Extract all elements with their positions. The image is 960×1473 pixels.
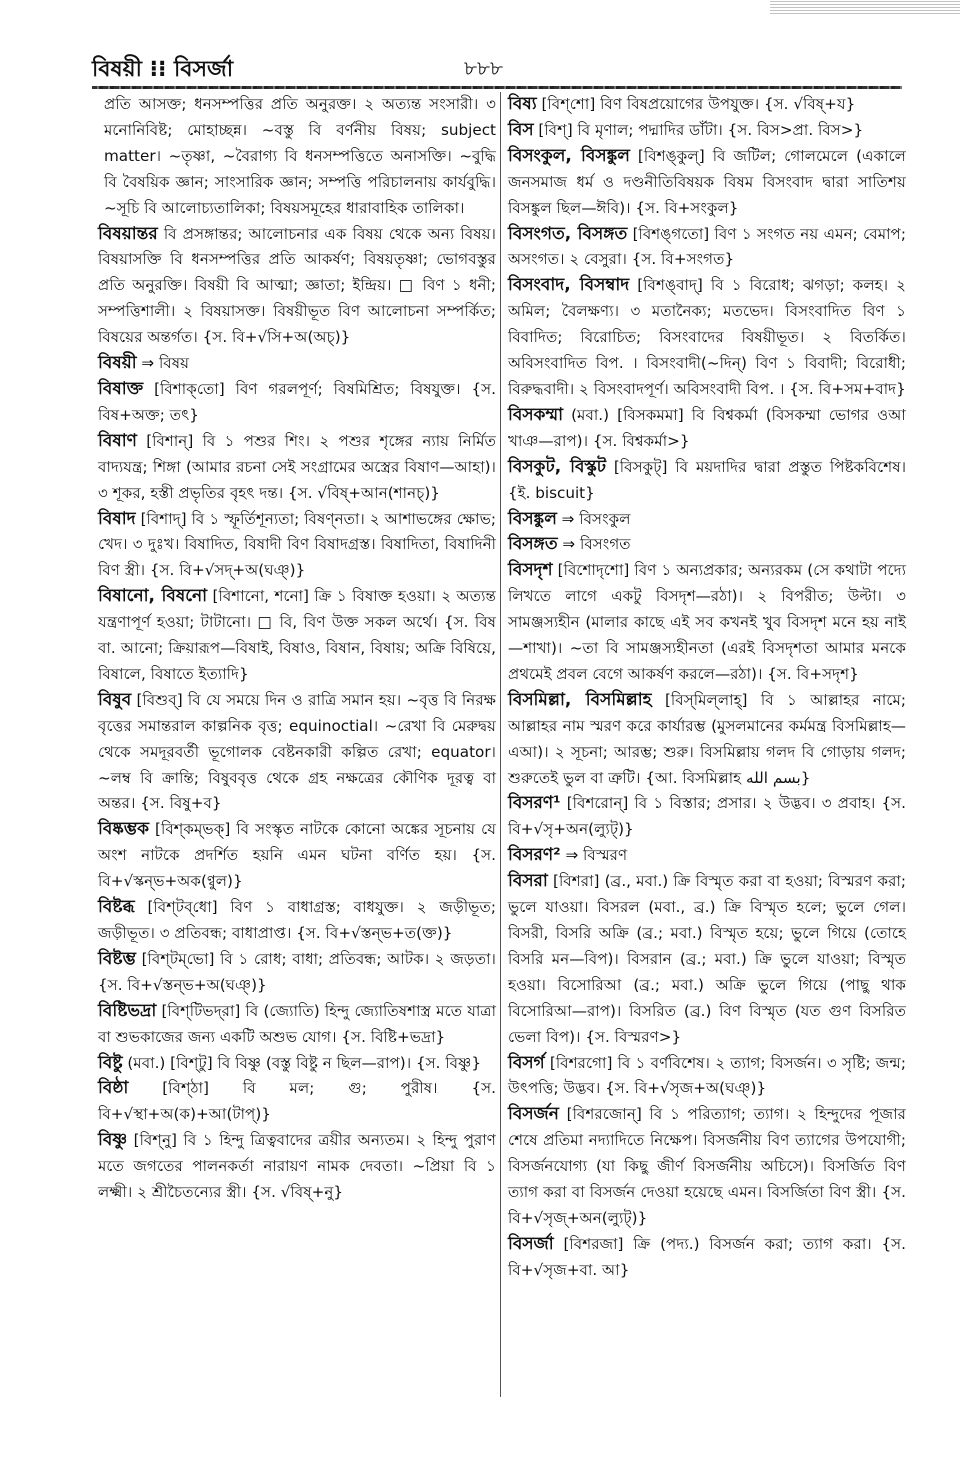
dictionary-entry <box>98 895 496 947</box>
headword: বিষ্টু <box>98 1052 123 1073</box>
dictionary-entry <box>508 273 906 403</box>
entry-text: [বিশ্‌টম্‌ভো] বি ১ রোধ; বাধা; প্রতিবন্ধ; আটক। ২ জড়তা। {স. বি+√স্তন্‌ভ+অ(ঘঞ্‌)} <box>98 949 496 994</box>
headword: বিসর্জন <box>508 1104 559 1125</box>
entry-text: বি প্রসঙ্গান্তর; আলোচনার এক বিষয় থেকে অন্য বিষয়। বিষয়াসক্তি বি ধনসম্পত্তির প্রতি আকর্ষণ; বিষয়তৃষ্ণা; ভোগবস্তুর প্রতি অনুরক্তি। বিষয়ী বি আত্মা; জ্ঞাতা; ইন্দ্রিয়। □ বিণ ১ ধনী; সম্পত্তিশালী। ২ বিষয়াসক্ত। বিষয়ীভূত বিণ আলোচনা সম্পর্কিত; বিষয়ের অন্তর্গত। {স. বি+√সি+অ(অচ্)} <box>98 224 496 347</box>
entry-text: [বিশোদৃশো] বিণ ১ অন্যপ্রকার; অন্যরকম (সে কথাটা পদ্যে লিখতে লাগে একটু বিসদৃশ—রঠা)। ২ বিপরীত; উল্টা। ৩ সামঞ্জস্যহীন (মালার কাছে এই সব কখনই খুব বিসদৃশ মনে হয় নাই—শাখা)। ~তা বি সামঞ্জস্যহীনতা (এরই বিসদৃশতা আমার মনকে প্রথমেই প্রবল বেগে আকর্ষণ করলে—রঠা)। {স. বি+সদৃশ} <box>508 561 906 683</box>
dictionary-entry <box>98 377 496 429</box>
headword: বিষ্টম্ভ <box>98 948 136 969</box>
entry-text: [বিশরোন্‌] বি ১ বিস্তার; প্রসার। ২ উদ্ভব। ৩ প্রবাহ। {স. বি+√সৃ+অন(ল্যুট্‌)} <box>508 794 906 839</box>
headword: বিসঙ্কুল <box>508 508 557 529</box>
dictionary-entry <box>508 843 906 869</box>
entry-text: [বিশানো, শনো] ক্রি ১ বিষাক্ত হওয়া। ২ অত্যন্ত যন্ত্রণাপূর্ণ হওয়া; টাটানো। □ বি, বিণ উক্ত সকল অর্থে। {স. বিষ বা. আনো; ক্রিয়ারূপ—বিষাই, বিষাও, বিষান, বিষায়; অক্রি বিষিয়ে, বিষালে, বিষাতে ইত্যাদি} <box>98 587 496 683</box>
page-header <box>92 52 892 82</box>
entry-text: [বিসকুট্‌] বি ময়দাদির দ্বারা প্রস্তুত পিষ্টকবিশেষ। {ই. biscuit} <box>508 457 906 502</box>
headword: বিস <box>508 119 534 140</box>
right-column <box>508 92 906 1284</box>
dictionary-entry <box>508 507 906 533</box>
entry-text: ⇒ বিসংগত <box>557 535 631 554</box>
dictionary-entry <box>98 947 496 999</box>
entry-text: [বিশ্‌কম্‌ভক্‌] বি সংস্কৃত নাটকে কোনো অঙ্কের সূচনায় যে অংশ নাটকে প্রদর্শিত হয়নি এমন ঘটনা বর্ণিত হয়। {স. বি+√স্কন্‌ভ+অক(ণ্বুল)} <box>98 820 496 891</box>
dictionary-entry <box>98 507 496 585</box>
headword: বিসরণ¹ <box>508 793 561 814</box>
headword: বিষ্টিভদ্রা <box>98 1000 157 1021</box>
headword: বিসরা <box>508 871 548 892</box>
entry-text: [বিশঙ্‌গতো] বিণ ১ সংগত নয় এমন; বেমাপ; অসংগত। ২ বেসুরা। {স. বি+সংগত} <box>508 224 906 269</box>
dictionary-entry <box>508 144 906 222</box>
guide-words: বিষয়ী ⁝⁝ বিসর্জা <box>92 57 234 82</box>
dictionary-entry <box>98 351 496 377</box>
headword: বিষানো, বিষনো <box>98 586 208 607</box>
dictionary-entry <box>508 403 906 455</box>
entry-text: [বিশ্‌ঠা] বি মল; গু; পুরীষ। {স. বি+√স্থা+অ(ক)+আ(টাপ্‌)} <box>98 1079 496 1124</box>
entry-text: [বিশ্‌] বি মৃণাল; পদ্মাদির ডাঁটা। {স. বিস>প্রা. বিস>} <box>533 120 864 139</box>
entry-text: ⇒ বিসংকুল <box>556 509 631 528</box>
dictionary-entry <box>508 532 906 558</box>
dictionary-entry <box>98 688 496 818</box>
left-column <box>98 92 496 1206</box>
dictionary-entry <box>98 222 496 352</box>
column-divider <box>500 92 501 1397</box>
headword: বিসর্গ <box>508 1052 545 1073</box>
headword: বিষ্টব্ধ <box>98 897 135 918</box>
entry-text: ⇒ বিস্মরণ <box>560 846 628 865</box>
headword: বিসদৃশ <box>508 560 553 581</box>
headword: বিষয়ান্তর <box>98 223 158 244</box>
headword: বিষ্য <box>508 94 537 114</box>
entry-text: [বিশ্‌টব্‌ধো] বিণ ১ বাধাগ্রস্ত; বাধযুক্ত। ২ জড়ীভূত; জড়ীভূত। ৩ প্রতিবন্ধ; বাধাপ্রাপ্ত। {স. বি+√স্তন্‌ভ+ত(ক্ত)} <box>98 898 496 942</box>
headword: বিসংকুল, বিসঙ্কুল <box>508 145 630 166</box>
headword: বিসরণ² <box>508 845 561 866</box>
page-number: ৮৮৮ <box>464 56 503 80</box>
headword: বিষাক্ত <box>98 378 144 399</box>
scan-corner-mark <box>770 0 960 14</box>
dictionary-entry <box>508 1232 906 1284</box>
dictionary-entry <box>98 429 496 507</box>
dictionary-entry <box>508 1102 906 1232</box>
dictionary-entry <box>508 688 906 792</box>
dictionary-entry <box>508 869 906 1050</box>
entry-text: প্রতি আসক্ত; ধনসম্পত্তির প্রতি অনুরক্ত। ২ অত্যন্ত সংসারী। ৩ মনোনিবিষ্ট; মোহাচ্ছন্ন। ~বস্তু বি বর্ণনীয় বিষয়; subject matter। ~তৃষ্ণা, ~বৈরাগ্য বি ধনসম্পত্তিতে অনাসক্তি। ~বুদ্ধি বি বৈষয়িক জ্ঞান; সাংসারিক জ্ঞান; সম্পত্তি পরিচালনায় কার্যবুদ্ধি। ~সূচি বি আলোচ্যতালিকা; বিষয়সমূহের ধারাবাহিক তালিকা। <box>104 95 496 217</box>
entry-text: [বিশাদ্‌] বি ১ স্ফূর্তিশূন্যতা; বিষণ্নতা। ২ আশাভঙ্গের ক্ষোভ; খেদ। ৩ দুঃখ। বিষাদিত, বিষাদী বিণ বিষাদগ্রস্ত। বিষাদিতা, বিষাদিনী বিণ স্ত্রী। {স. বি+√সদ্‌+অ(ঘঞ্‌)} <box>98 509 496 580</box>
header-rule <box>92 86 902 89</box>
entry-text: [বিশ্‌টিভদ্‌রা] বি (জ্যোতি) হিন্দু জ্যোতিষশাস্ত্র মতে যাত্রা বা শুভকাজের জন্য একটি অশুভ যোগ। {স. বিষ্টি+ভদ্রা} <box>98 1001 496 1046</box>
headword: বিসকম্মা <box>508 404 564 425</box>
headword: বিষয়ী <box>98 353 137 374</box>
entry-text: (মবা.) [বিশ্‌টু] বি বিষ্ণু (বস্তু বিষ্টু ন ছিল—রাপ)। {স. বিষ্ণু} <box>122 1053 481 1072</box>
entry-text: [বিশ্‌শো] বিণ বিষপ্রয়োগের উপযুক্ত। {স. √বিষ্‌+য} <box>536 95 856 113</box>
headword: বিষ্ণু <box>98 1130 128 1151</box>
dictionary-entry <box>98 999 496 1051</box>
dictionary-entry <box>508 1051 906 1103</box>
entry-text: [বিশরা] (ব্র., মবা.) ক্রি বিস্মৃত করা বা হওয়া; বিস্মরণ করা; ভুলে যাওয়া। বিসরল (মবা., ব্র.) ক্রি বিস্মৃত হলে; ভুলে গেল। বিসরী, বিসরি অক্রি (ব্র.; মবা.) বিস্মৃত হয়ে; ভুলে গিয়ে (তোহে বিসরি মন—বিপ)। বিসরান (ব্র.; মবা.) ক্রি ভুলে যাওয়া; বিস্মৃত হওয়া। বিসোরিআ (ব্র.; মবা.) অক্রি ভুলে গিয়ে (পাছু থাক বিসোরিআ—রাপ)। বিসরিত (ব্র.) বিণ বিস্মৃত (যত গুণ বিসরিত ভেলা বিপ)। {স. বিস্মরণ>} <box>508 872 906 1046</box>
headword: বিষুব <box>98 689 132 710</box>
entry-text: [বিশ্‌নু] বি ১ হিন্দু ত্রিত্ববাদের ত্রয়ীর অন্যতম। ২ হিন্দু পুরাণ মতে জগতের পালনকর্তা নারায়ণ নামক দেবতা। ~প্রিয়া বি ১ লক্ষ্মী। ২ শ্রীচৈতন্যের স্ত্রী। {স. √বিষ্‌+নু} <box>98 1131 496 1202</box>
entry-text: ⇒ বিষয় <box>136 354 190 373</box>
dictionary-entry <box>98 1128 496 1206</box>
dictionary-entry <box>98 817 496 895</box>
entry-text: [বিশাক্‌তো] বিণ গরলপূর্ণ; বিষমিশ্রিত; বিষযুক্ত। {স. বিষ+অক্ত; তৎ} <box>98 379 496 424</box>
headword: বিসঙ্গত <box>508 534 558 555</box>
entry-text: [বিশঙ্‌কুল্‌] বি জটিল; গোলমেলে (একালে জনসমাজ ধর্ম ও দণ্ডনীতিবিষয়ক বিষম বিসংবাদ দ্বারা সাতিশয় বিসঙ্কুল ছিল—ঈবি)। {স. বি+সংকুল} <box>508 146 906 217</box>
dictionary-entry <box>508 92 906 118</box>
dictionary-entry <box>508 558 906 688</box>
dictionary-entry <box>98 92 496 222</box>
headword: বিসংবাদ, বিসম্বাদ <box>508 275 630 296</box>
headword: বিষাদ <box>98 508 136 529</box>
dictionary-entry <box>98 1051 496 1077</box>
headword: বিষ্ঠা <box>98 1078 129 1099</box>
entry-text: [বিশঙ্‌বাদ্‌] বি ১ বিরোধ; ঝগড়া; কলহ। ২ অমিল; বৈলক্ষণ্য। ৩ মতানৈক্য; মতভেদ। বিসংবাদিত বিণ ১ বিবাদিত; বিরোচিত; বিসংবাদের বিষয়ীভূত। ২ বিতর্কিত। অবিসংবাদিত বিপ. । বিসংবাদী(~দিন্‌) বিণ ১ বিবাদী; বিরোধী; বিরুদ্ধবাদী। ২ বিসংবাদপূর্ণ। অবিসংবাদী বিপ. । {স. বি+সম+বাদ} <box>508 276 906 398</box>
headword: বিসমিল্লা, বিসমিল্লাহ <box>508 689 652 710</box>
entry-text: [বিশুব্‌] বি যে সময়ে দিন ও রাত্রি সমান হয়। ~বৃত্ত বি নিরক্ষ বৃত্তের সমান্তরাল কাল্পনিক বৃত্ত; equinoctial। ~রেখা বি মেরুদ্বয় থেকে সমদূরবর্তী ভূগোলক বেষ্টনকারী কল্পিত রেখা; equator। ~লম্ব বি ক্রান্তি; বিষুববৃত্ত থেকে গ্রহ নক্ষত্রের কৌণিক দূরত্ব বা অন্তর। {স. বিষু+ব} <box>98 690 496 813</box>
entry-text: (মবা.) [বিসকমমা] বি বিশ্বকর্মা (বিসকম্মা ভোগর ওআ খাঞ—রাপ)। {স. বিশ্বকর্মা>} <box>508 405 906 450</box>
dictionary-entry <box>98 584 496 688</box>
headword: বিসর্জা <box>508 1233 554 1254</box>
entry-text: [বিস্‌মিল্‌লাহ্‌] বি ১ আল্লাহর নামে; আল্লাহর নাম স্মরণ করে কার্যারম্ভ (মুসলমানের কর্মমন্ত্র বিসমিল্লাহ—এআ)। ২ সূচনা; আরম্ভ; শুরু। বিসমিল্লায় গলদ বি গোড়ায় গলদ; শুরুতেই ভুল বা ত্রুটি। {আ. বিসমিল্লাহ بسم الله} <box>508 690 906 787</box>
entry-text: [বিশরজোন্‌] বি ১ পরিত্যাগ; ত্যাগ। ২ হিন্দুদের পূজার শেষে প্রতিমা নদ্যাদিতে নিক্ষেপ। বিসর্জনীয় বিণ ত্যাগের উপযোগী; বিসর্জনযোগ্য (যা কিছু জীর্ণ বিসর্জনীয় অচিসে)। বিসর্জিত বিণ ত্যাগ করা বা বিসর্জন দেওয়া হয়েছে এমন। বিসর্জিতা বিণ স্ত্রী। {স. বি+√সৃজ্‌+অন(ল্যুট্‌)} <box>508 1105 906 1227</box>
headword: বিসংগত, বিসঙ্গত <box>508 223 628 244</box>
dictionary-entry <box>98 1076 496 1128</box>
entry-text: [বিশরজা] ক্রি (পদ্য.) বিসর্জন করা; ত্যাগ করা। {স. বি+√সৃজ+বা. আ} <box>508 1234 906 1279</box>
entry-text: [বিশরগো] বি ১ বর্ণবিশেষ। ২ ত্যাগ; বিসর্জন। ৩ সৃষ্টি; জন্ম; উৎপত্তি; উদ্ভব। {স. বি+√সৃজ+অ(ঘঞ্‌)} <box>508 1053 906 1098</box>
entry-text: [বিশান্‌] বি ১ পশুর শিং। ২ পশুর শৃঙ্গের ন্যায় নির্মিত বাদ্যযন্ত্র; শিঙ্গা (আমার রচনা সেই সংগ্রামের অস্ত্রের বিষাণ—আহা)। ৩ শূকর, হস্তী প্রভৃতির বৃহৎ দন্ত। {স. √বিষ্‌+আন(শানচ্‌)} <box>98 431 496 502</box>
headword: বিষ্কম্ভক <box>98 819 150 840</box>
dictionary-entry <box>508 455 906 507</box>
dictionary-entry <box>508 791 906 843</box>
headword: বিসকুট, বিস্কুট <box>508 456 606 477</box>
dictionary-entry <box>508 118 906 144</box>
headword: বিষাণ <box>98 430 137 451</box>
dictionary-entry <box>508 222 906 274</box>
